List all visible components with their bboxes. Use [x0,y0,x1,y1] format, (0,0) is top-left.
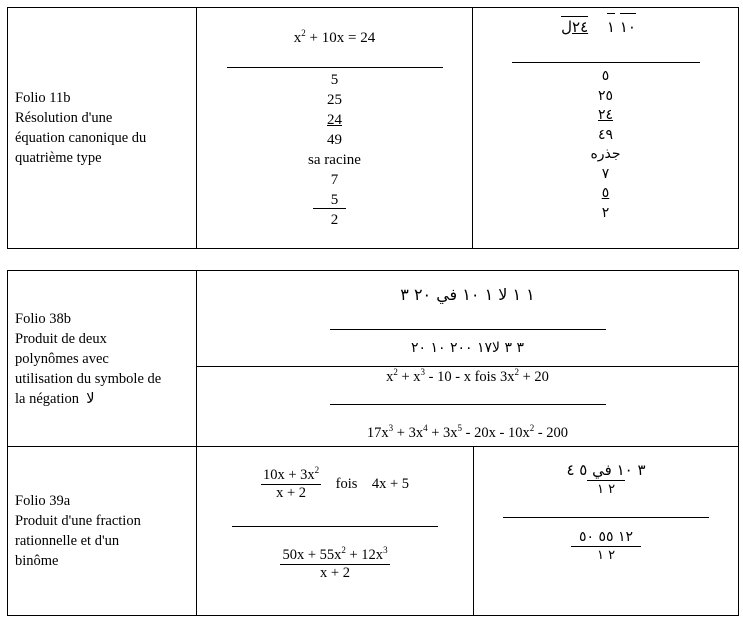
arabic-step: ٧ [601,165,610,182]
arabic-step: ٢٥ [597,87,614,104]
latin-fraction-cell [197,447,474,616]
label-line: utilisation du symbole de [15,370,162,387]
label-line: rationnelle et d'un [15,533,120,549]
arabic-fraction-cell [474,447,739,616]
label-line: Résolution d'une [15,110,113,126]
fraction-product [197,467,473,502]
arabic-polynomial-bottom: ٣ ٣ لا١٧ ٢٠٠ ١٠ ٢٠ [410,340,524,356]
arabic-term-24: ٢٤ل [561,18,589,36]
divider-line [330,329,606,330]
negation-symbol: لا [86,390,95,407]
label-cell-folio-39a [8,447,197,616]
latin-solution-cell [197,8,473,249]
label-line: la négation لا [15,390,95,407]
latin-polynomial-cell [197,367,739,447]
arabic-term-10: ١٠ [620,13,636,36]
fois-text: fois [335,475,358,492]
divider-line [503,517,709,518]
label-line: Folio 39a [15,493,71,509]
arabic-step: ٥ [601,68,610,84]
label-cell-folio-11b [8,8,197,249]
step: 5 [330,72,339,88]
label-line: binôme [15,553,59,569]
label-line: polynômes avec [15,350,109,367]
step: 49 [327,132,342,148]
arabic-fraction-top: ٣ ١٠ في ٥ ٤ ٢ ١ [566,461,646,497]
steps-column [197,70,472,230]
binome: 4x + 5 [371,475,410,492]
arabic-term-1: ١ [607,13,615,36]
arabic-step: ٥ [601,185,610,201]
arabic-polynomial-cell [197,271,739,367]
arabic-step: ٤٩ [597,126,614,143]
label-line: Produit de deux [15,330,107,347]
arabic-header [473,18,738,50]
arabic-step: ٢٤ [597,107,614,123]
divider-line [227,67,443,68]
arabic-solution-cell [473,8,739,249]
polynomial-product: $x^2 + x^3 - 10 - x$ fois $3x^2 + 20$ [386,367,549,385]
label-line: Folio 11b [15,90,71,106]
step: 25 [327,92,342,108]
step: 7 [330,172,339,188]
table-folio-11b [7,7,739,249]
equation: $x^2 + 10x = 24$ [293,28,376,46]
label-line: Produit d'une fraction [15,513,141,529]
divider-line [232,526,438,527]
label-cell-folio-38b [8,271,197,447]
label-line: Folio 38b [15,310,71,327]
table-folio-38b-39a [7,270,739,616]
fraction-1: $\frac{10x + 3x^2}{x + 2}$ [262,465,320,501]
label-line: équation canonique du [15,130,147,146]
divider-line [330,404,606,405]
arabic-steps-column [473,67,738,223]
step: 24 [327,112,342,128]
arabic-step: جذره [590,146,621,162]
arabic-fraction-result: ١٢ ٥٥ ٥٠ ٢ ١ [474,528,738,565]
arabic-step: ٢ [601,204,610,221]
arabic-polynomial-top: ١ ١ لا ١ ١٠ في ٢٠ ٣ [400,285,535,304]
polynomial-result: $17x^3 + 3x^4 + 3x^5 - 20x - 10x^2 - 200$ [366,423,569,441]
step: sa racine [308,152,361,168]
fraction-result: $\frac{50x + 55x^2 + 12x^3}{x + 2}$ [282,545,388,581]
label-line: quatrième type [15,150,102,166]
step: 2 [330,212,339,228]
step: 5 [323,190,347,210]
divider-line [512,62,700,63]
